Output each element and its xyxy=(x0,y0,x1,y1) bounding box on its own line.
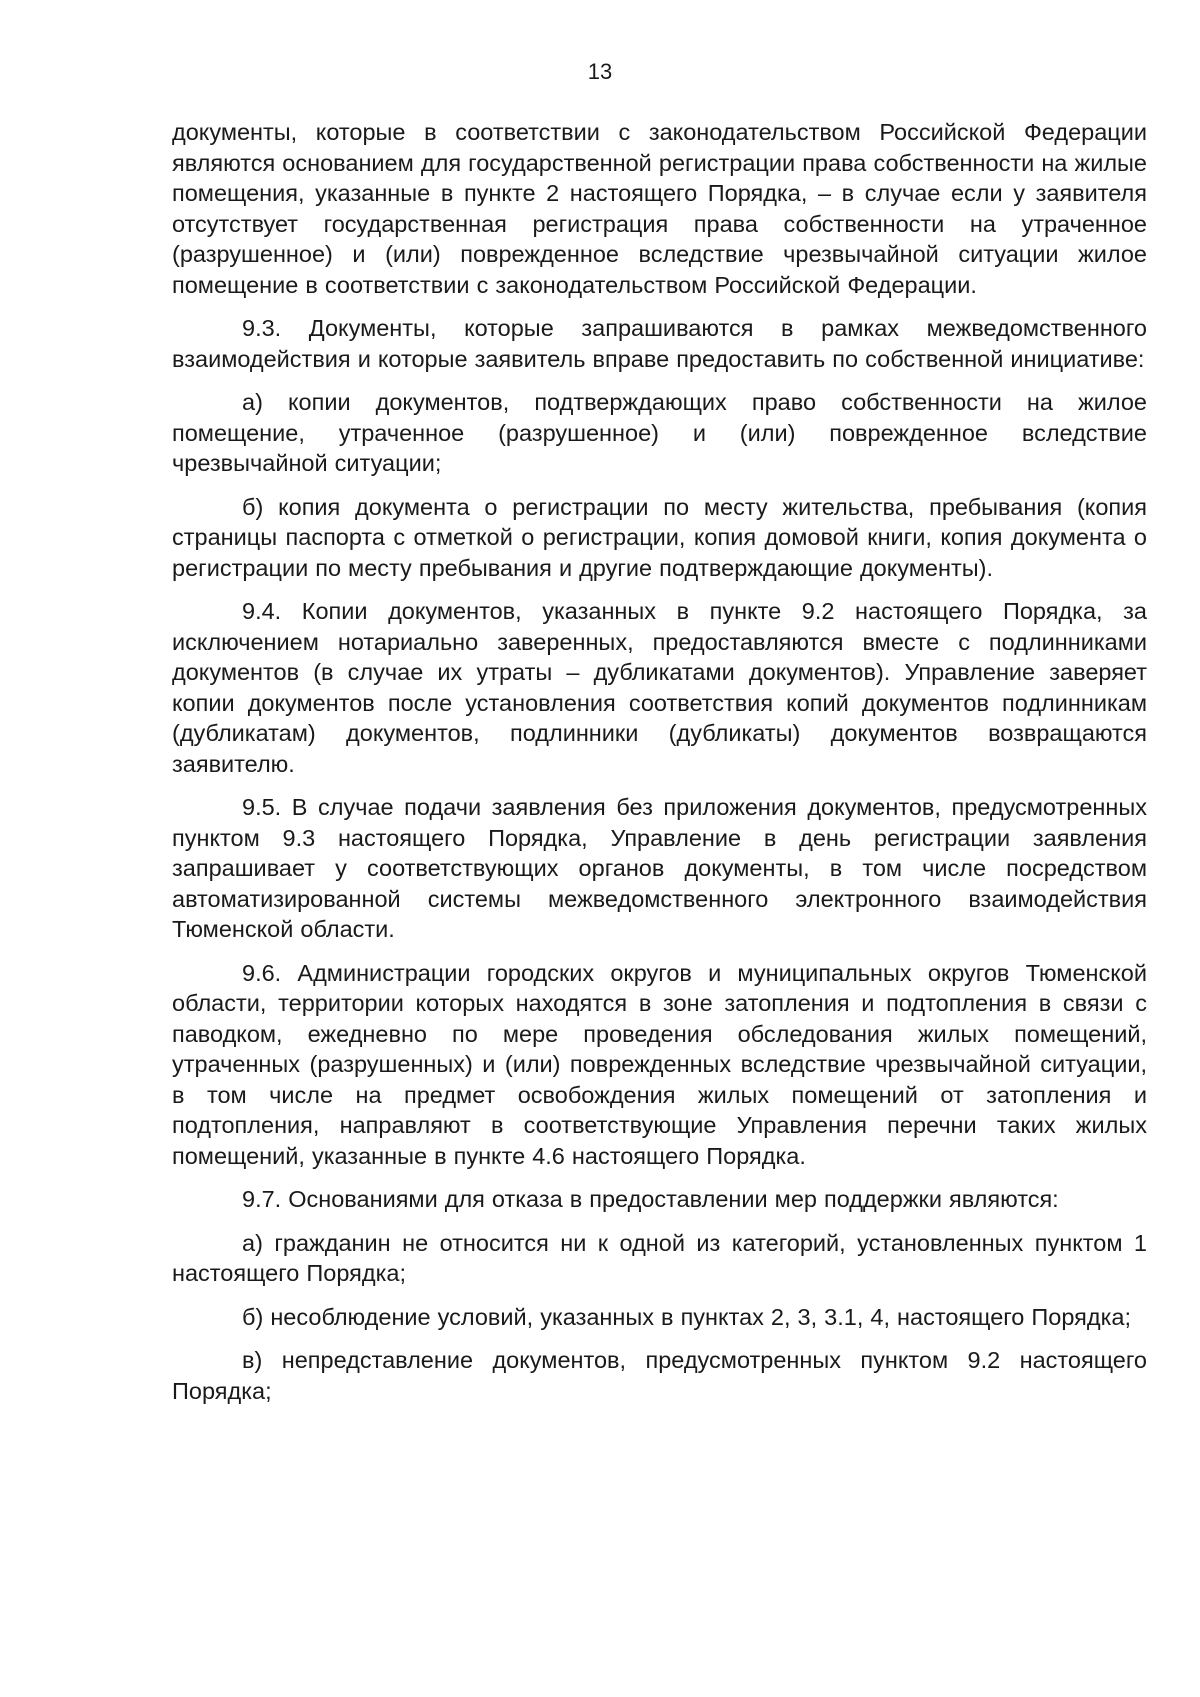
paragraph-9-5: 9.5. В случае подачи заявления без приложения документов, предусмотренных пунктом 9.3 настоящего Порядка, Управление в день регистрации заявления запрашивает у соответствующих органов документы, в том числе посредством автоматизированной системы межведомственного электронного взаимодействия Тюменской области. xyxy=(172,794,1147,942)
paragraph-continuation: документы, которые в соответствии с законодательством Российской Федерации являются основанием для государственной регистрации права собственности на жилые помещения, указанные в пункте 2 настоящего Порядка, – в случае если у заявителя отсутствует государственная регистрация права собственности на утраченное (разрушенное) и (или) поврежденное вследствие чрезвычайной ситуации жилое помещение в соответствии с законодательством Российской Федерации. xyxy=(172,119,1147,298)
paragraph-9-7-b: б) несоблюдение условий, указанных в пунктах 2, 3, 3.1, 4, настоящего Порядка; xyxy=(242,1303,1132,1330)
paragraph-9-7-v: в) непредставление документов, предусмотренных пунктом 9.2 настоящего Порядка; xyxy=(172,1347,1147,1404)
paragraph-9-7-a: а) гражданин не относится ни к одной из категорий, установленных пунктом 1 настоящего Порядка; xyxy=(172,1229,1147,1286)
paragraph-9-7: 9.7. Основаниями для отказа в предоставлении мер поддержки являются: xyxy=(242,1186,1059,1212)
paragraph-9-4: 9.4. Копии документов, указанных в пункте 9.2 настоящего Порядка, за исключением нотариально заверенных, предоставляются вместе с подлинниками документов (в случае их утраты – дубликатами документов). Управление заверяет копии документов после установления соответствия копий документов подлинникам (дубликатам) документов, подлинники (дубликаты) документов возвращаются заявителю. xyxy=(172,598,1147,777)
paragraph-9-3: 9.3. Документы, которые запрашиваются в рамках межведомственного взаимодействия и которые заявитель вправе предоставить по собственной инициативе: xyxy=(172,315,1147,372)
paragraph-9-3-b: б) копия документа о регистрации по месту жительства, пребывания (копия страницы паспорта с отметкой о регистрации, копия домовой книги, копия документа о регистрации по месту пребывания и другие подтверждающие документы). xyxy=(172,493,1147,581)
page-number: 13 xyxy=(587,59,613,84)
paragraph-9-6: 9.6. Администрации городских округов и муниципальных округов Тюменской области, территории которых находятся в зоне затопления и подтопления в связи с паводком, ежедневно по мере проведения обследования жилых помещений, утраченных (разрушенных) и (или) поврежденных вследствие чрезвычайной ситуации, в том числе на предмет освобождения жилых помещений от затопления и подтопления, направляют в соответствующие Управления перечни таких жилых помещений, указанные в пункте 4.6 настоящего Порядка. xyxy=(172,959,1147,1169)
paragraph-9-3-a: а) копии документов, подтверждающих право собственности на жилое помещение, утраченное (разрушенное) и (или) поврежденное вследствие чрезвычайной ситуации; xyxy=(172,389,1147,476)
document-body xyxy=(172,117,1147,1419)
